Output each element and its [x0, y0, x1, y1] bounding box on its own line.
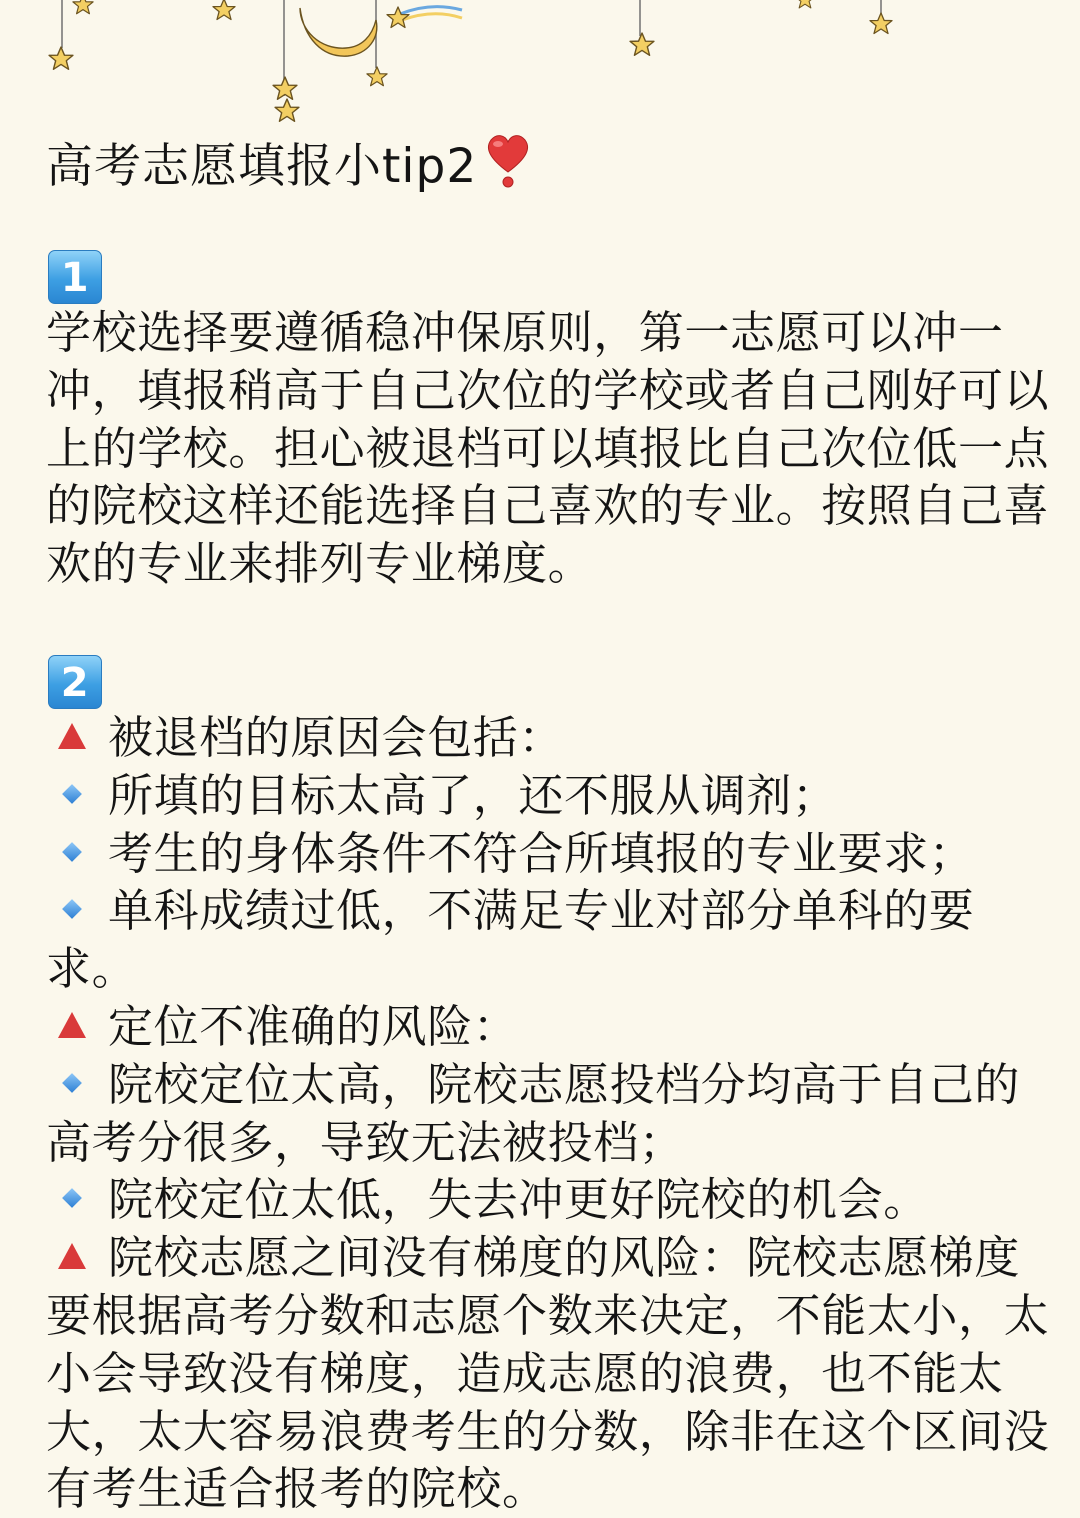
star-icon [49, 0, 892, 121]
section-1-text: 学校选择要遵循稳冲保原则，第一志愿可以冲一冲，填报稍高于自己次位的学校或者自己刚好可以上的学校。担心被退档可以填报比自己次位低一点的院校这样还能选择自己喜欢的专业。按照自己喜欢的专业来排列专业梯度。 [46, 306, 1050, 591]
red-triangle-icon [46, 1229, 98, 1287]
section-1 [46, 250, 1056, 593]
heart-icon [481, 132, 535, 188]
list-item [46, 709, 1056, 767]
list-item [46, 998, 1056, 1056]
blue-diamond-icon [46, 1171, 98, 1229]
title-text: 高考志愿填报小tip2 [46, 139, 478, 194]
blue-diamond-icon [46, 825, 98, 883]
section-2-list [46, 709, 1056, 1518]
list-item-text: 被退档的原因会包括： [108, 710, 565, 764]
blue-diamond-icon [46, 882, 98, 940]
list-item-text: 院校志愿之间没有梯度的风险：院校志愿梯度要根据高考分数和志愿个数来决定，不能太小，太小会导致没有梯度，造成志愿的浪费，也不能太大，太大容易浪费考生的分数，除非在这个区间没有考生适合报考的院校。 [46, 1231, 1050, 1516]
blue-diamond-icon [46, 767, 98, 825]
page-title [46, 132, 535, 199]
red-triangle-icon [46, 998, 98, 1056]
list-item-text: 单科成绩过低，不满足专业对部分单科的要求。 [46, 884, 975, 996]
list-item [46, 882, 1056, 998]
keycap-number-icon: 1 [48, 250, 102, 304]
list-item-text: 定位不准确的风险： [108, 999, 519, 1053]
red-triangle-icon [46, 709, 98, 767]
list-item [46, 825, 1056, 883]
list-item-text: 院校定位太低，失去冲更好院校的机会。 [108, 1173, 929, 1227]
list-item [46, 1229, 1056, 1518]
moon-icon [300, 8, 377, 56]
list-item [46, 767, 1056, 825]
list-item-text: 院校定位太高，院校志愿投档分均高于自己的高考分很多，导致无法被投档； [46, 1057, 1021, 1169]
section-2 [46, 655, 1056, 1518]
list-item-text: 考生的身体条件不符合所填报的专业要求； [108, 826, 975, 880]
list-item [46, 1056, 1056, 1172]
list-item-text: 所填的目标太高了，还不服从调剂； [108, 768, 838, 822]
list-item [46, 1171, 1056, 1229]
keycap-number-icon: 2 [48, 655, 102, 709]
shooting-star-icon [387, 7, 462, 28]
tips-content [46, 246, 1056, 1518]
blue-diamond-icon [46, 1056, 98, 1114]
hanging-stars-decoration [0, 0, 1080, 130]
